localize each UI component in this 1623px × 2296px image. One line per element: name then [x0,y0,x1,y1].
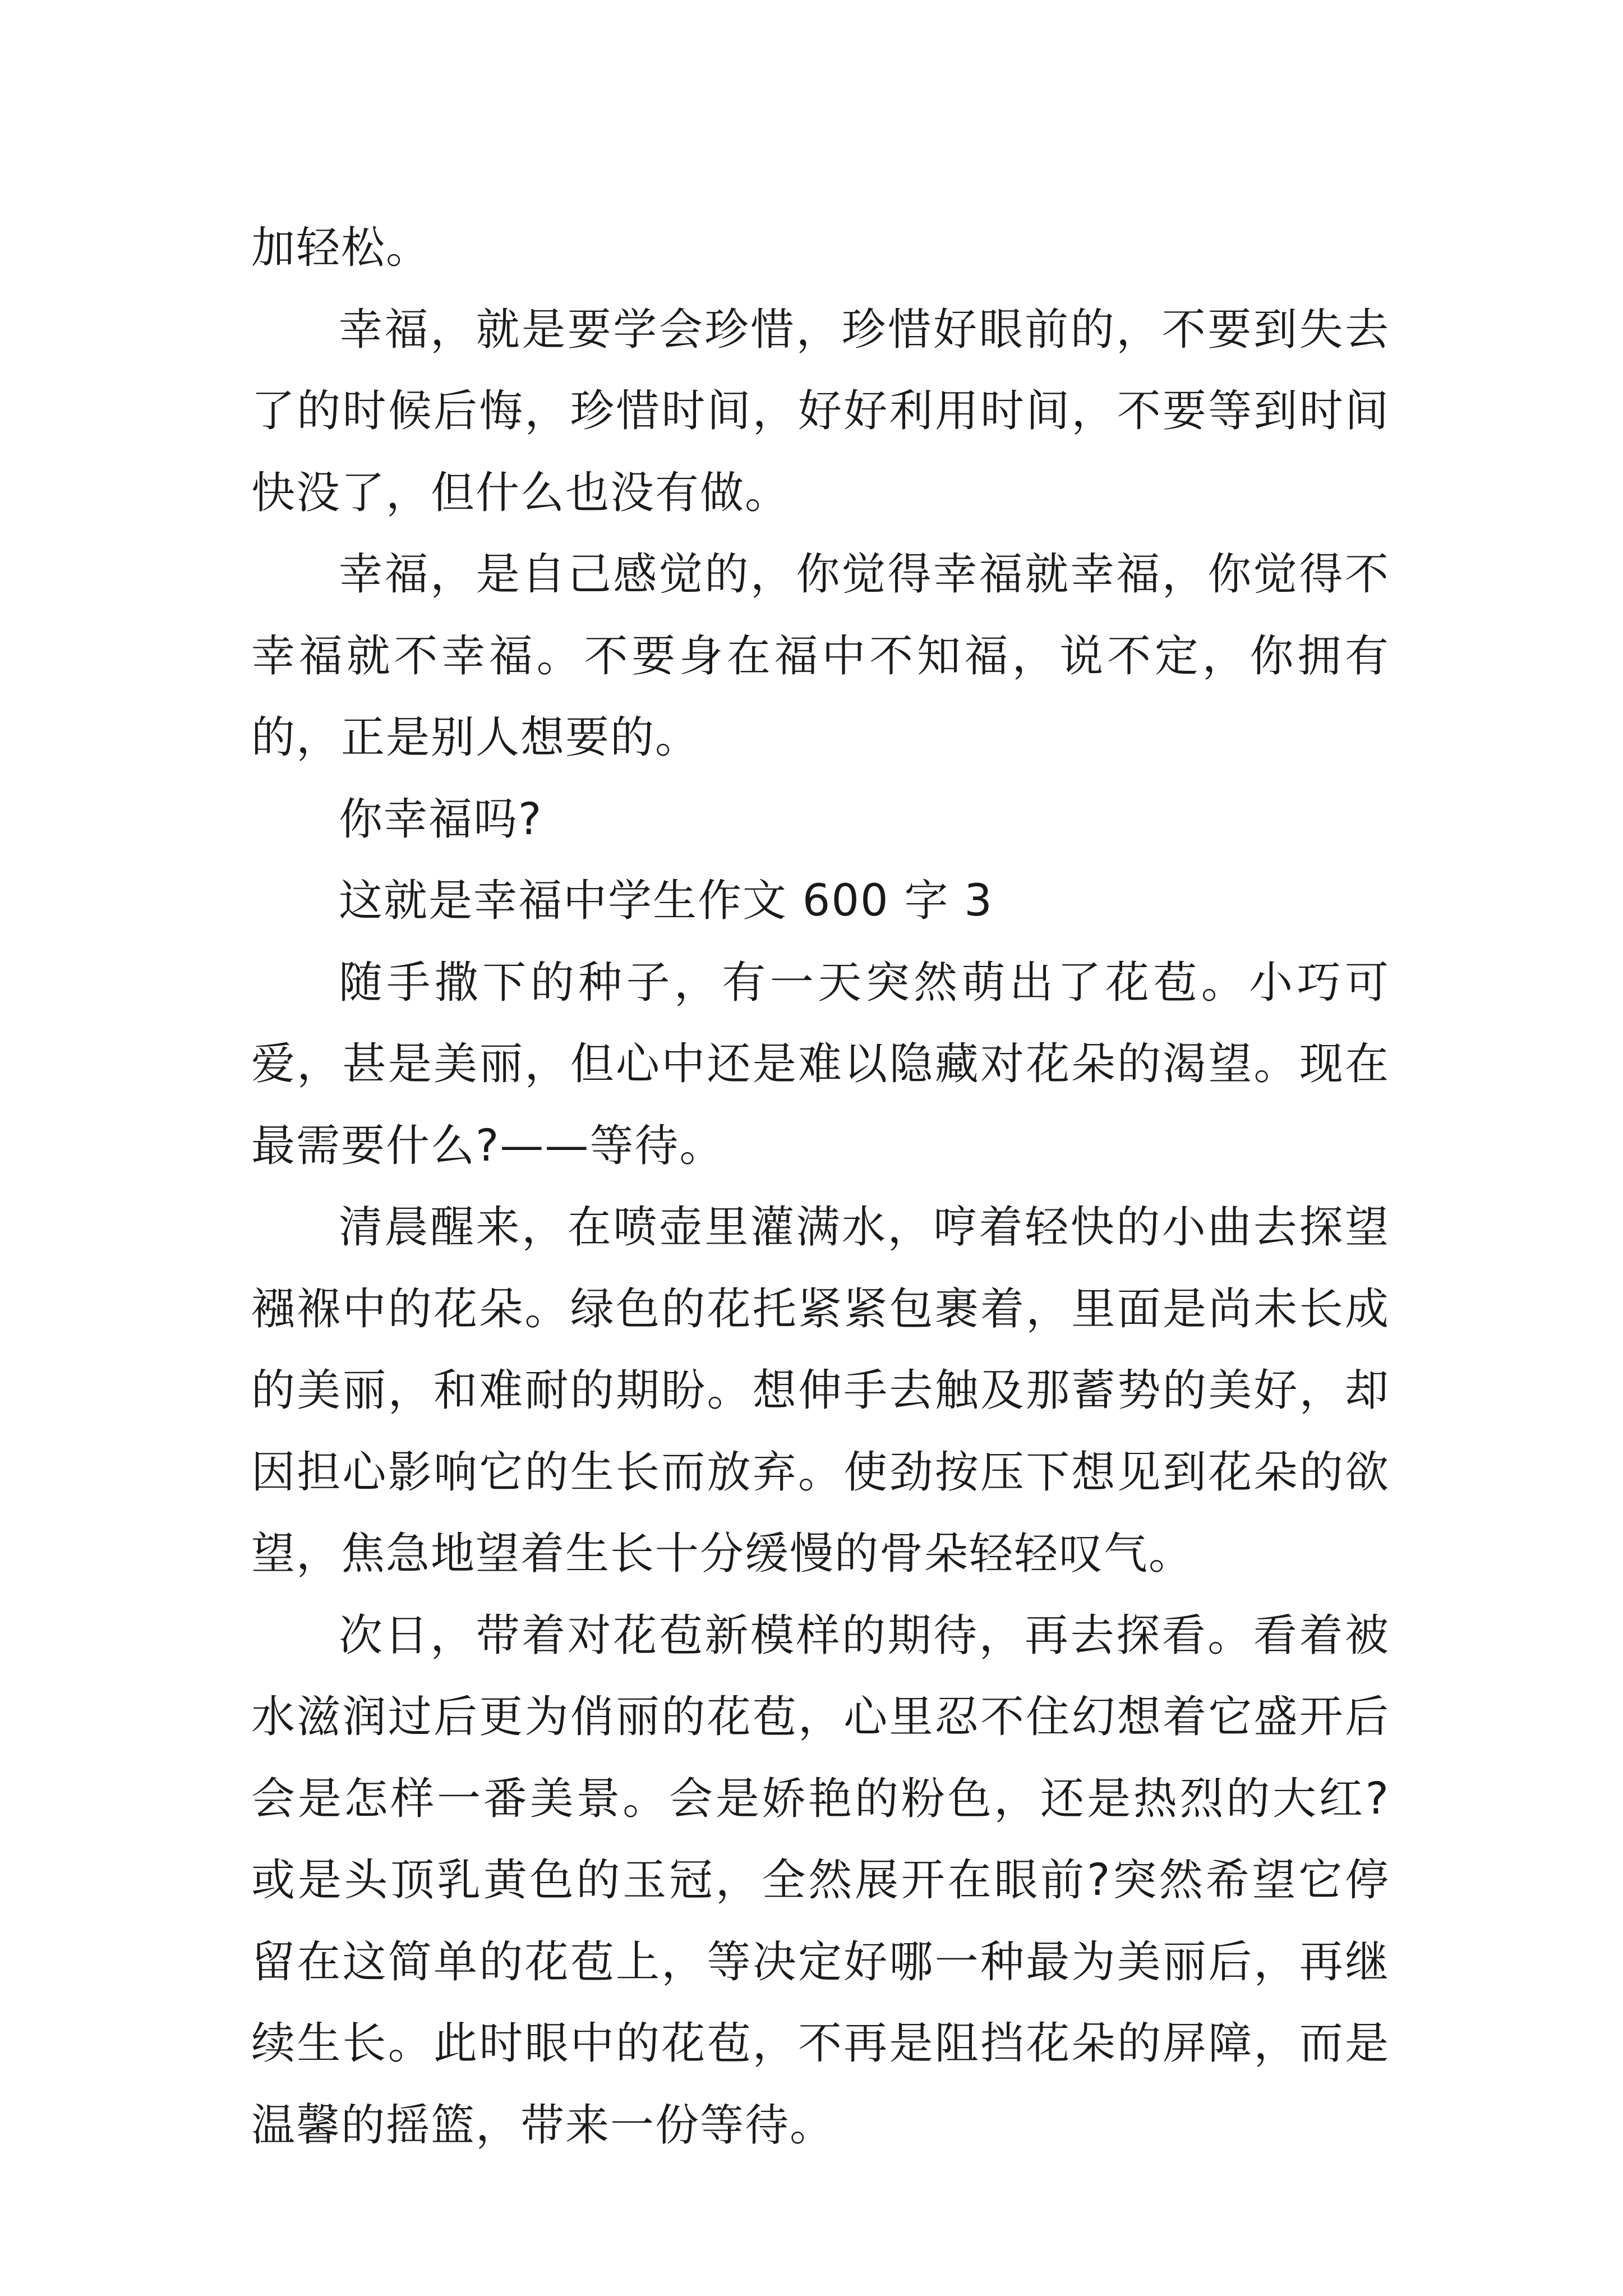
paragraph-feeling: 幸福，是自己感觉的，你觉得幸福就幸福，你觉得不幸福就不幸福。不要身在福中不知福，说不定，你拥有的，正是别人想要的。 [251,549,1390,763]
paragraph-next-day: 次日，带着对花苞新模样的期待，再去探看。看着被水滋润过后更为俏丽的花苞，心里忍不住幻想着它盛开后会是怎样一番美景。会是娇艳的粉色，还是热烈的大红?或是头顶乳黄色的玉冠，全然展开在眼前?突然希望它停留在这简单的花苞上，等决定好哪一种最为美丽后，再继续生长。此时眼中的花苞，不再是阻挡花朵的屏障，而是温馨的摇篮，带来一份等待。 [251,1610,1390,2151]
paragraph-question: 你幸福吗? [339,794,543,845]
paragraph-cherish: 幸福，就是要学会珍惜，珍惜好眼前的，不要到失去了的时候后悔，珍惜时间，好好利用时间，不要等到时间快没了，但什么也没有做。 [251,304,1390,518]
paragraph-continuation: 加轻松。 [251,223,431,273]
paragraph-seed: 随手撒下的种子，有一天突然萌出了花苞。小巧可爱，甚是美丽，但心中还是难以隐藏对花朵的渴望。现在最需要什么?——等待。 [251,957,1390,1171]
essay-heading: 这就是幸福中学生作文 600 字 3 [339,876,993,926]
paragraph-morning: 清晨醒来，在喷壶里灌满水，哼着轻快的小曲去探望襁褓中的花朵。绿色的花托紧紧包裹着，里面是尚未长成的美丽，和难耐的期盼。想伸手去触及那蓄势的美好，却因担心影响它的生长而放弃。使劲按压下想见到花朵的欲望，焦急地望着生长十分缓慢的骨朵轻轻叹气。 [251,1202,1390,1579]
essay-body [251,208,1390,2166]
